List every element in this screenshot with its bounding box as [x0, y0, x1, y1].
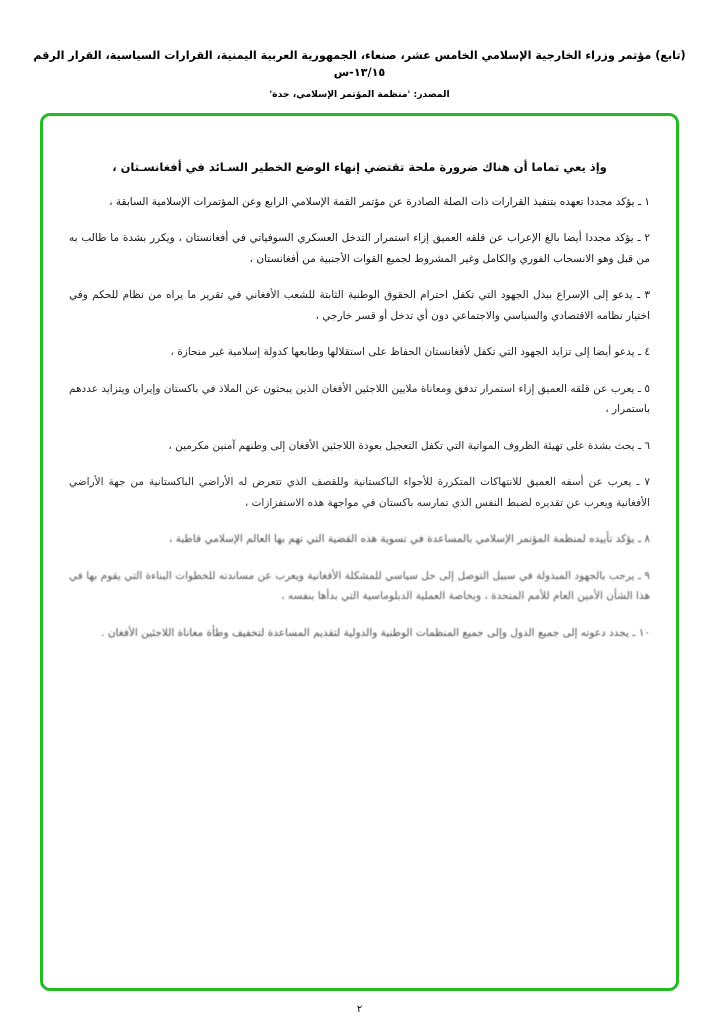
clause-text: يؤكد تأييده لمنظمة المؤتمر الإسلامي بالمساعدة في تسوية هذه القضية التي تهم بها العالم الإسلامي قاطبة ،	[169, 533, 635, 546]
clause-text: يدعو إلى الإسراع ببذل الجهود التي تكفل احترام الحقوق الوطنية الثابتة للشعب الأفغاني في تقرير ما يراه من نظام للحكم وفي اختيار نظامه الاقتصادي والسياسي والاجتماعي دون أي تدخل أو قسر خارجي ،	[69, 289, 650, 322]
clause-number: ٣ ـ	[636, 289, 650, 302]
clause-text: يعرب عن قلقه العميق إزاء استمرار تدفق ومعاناة ملايين اللاجئين الأفغان الذين يبحثون عن الملاذ في باكستان وإيران ويتزايد عددهم باستمرار ،	[69, 382, 650, 416]
header-title: (تابع) مؤتمر وزراء الخارجية الإسلامي الخامس عشر، صنعاء، الجمهورية العربية اليمنية، القرارات السياسية، القرار الرقم ١٣/١٥-س	[33, 49, 686, 79]
clause-text: يؤكد مجددا تعهده بتنفيذ القرارات ذات الصلة الصادرة عن مؤتمر القمة الإسلامي الرابع وعن المؤتمرات الإسلامية السابقة ،	[109, 196, 635, 208]
clause-text: يؤكد مجددا أيضا بالغ الإعراب عن قلقه العميق إزاء استمرار التدخل العسكري السوفياتي في أفغانستان ، ويكرر بشدة ما طالب به من قبل وهو الانسحاب الفوري والكامل وغير المشروط لجميع القوات الأجنبية من أفغانستان ،	[69, 232, 650, 265]
list-item	[69, 623, 650, 643]
header-source: المصدر: 'منظمة المؤتمر الإسلامي، جدة'	[269, 88, 450, 100]
clause-number: ٤ ـ	[637, 346, 650, 359]
clause-number: ٦ ـ	[637, 439, 650, 452]
page-footer	[0, 1004, 719, 1015]
list-item	[69, 529, 650, 549]
clause-number: ٩ ـ	[637, 569, 650, 582]
resolution-body	[69, 138, 650, 974]
clause-text: يعرب عن أسفه العميق للانتهاكات المتكررة للأجواء الباكستانية وللقصف الذي تتعرض له الأراضي الباكستانية من جهة الأراضي الأفغانية ويعرب عن تقديره لضبط النفس الذي تمارسه باكستان في مواجهة هذه الاستفزازات ،	[69, 476, 650, 509]
list-item	[69, 342, 650, 362]
list-item	[69, 228, 650, 269]
clause-number: ١ ـ	[637, 196, 650, 208]
clause-number: ٧ ـ	[636, 476, 650, 489]
list-item	[69, 379, 650, 420]
clause-number: ٥ ـ	[637, 382, 650, 395]
clause-text: يرحب بالجهود المبذولة في سبيل التوصل إلى حل سياسي للمشكلة الأفغانية ويعرب عن مساندته للخطوات البناءة التي يقوم بها في هذا الشأن الأمين العام للأمم المتحدة ، وبخاصة العملية الدبلوماسية التي بدأها بنفسه ،	[69, 569, 650, 603]
clause-number: ١٠ ـ	[632, 626, 650, 639]
clause-text: يجدد دعوته إلى جميع الدول وإلى جميع المنظمات الوطنية والدولية لتقديم المساعدة لتخفيف وطأة معاناة اللاجئين الأفغان .	[101, 626, 629, 639]
list-item	[69, 285, 650, 326]
list-item	[69, 566, 650, 607]
clause-text: يدعو أيضا إلى تزايد الجهود التي تكفل لأفغانستان الحفاظ على استقلالها وطابعها كدولة إسلامية غير منحازة ،	[170, 346, 635, 359]
clause-number: ٢ ـ	[637, 232, 651, 245]
list-item	[69, 472, 650, 513]
document-header	[22, 48, 697, 100]
list-item	[69, 192, 650, 212]
green-bordered-content-frame	[40, 113, 679, 991]
preamble-paragraph: وإذ يعي تماما أن هناك ضرورة ملحة تقتضي إنهاء الوضع الخطير السـائد في أفغانسـتان ،	[112, 160, 607, 174]
clause-text: يحث بشدة على تهيئة الظروف المواتية التي تكفل التعجيل بعودة اللاجئين الأفغان إلى وطنهم آمنين مكرمين ،	[168, 439, 635, 452]
list-item	[69, 436, 650, 456]
clause-number: ٨ ـ	[637, 533, 650, 546]
page-number: ٢	[356, 1004, 363, 1015]
